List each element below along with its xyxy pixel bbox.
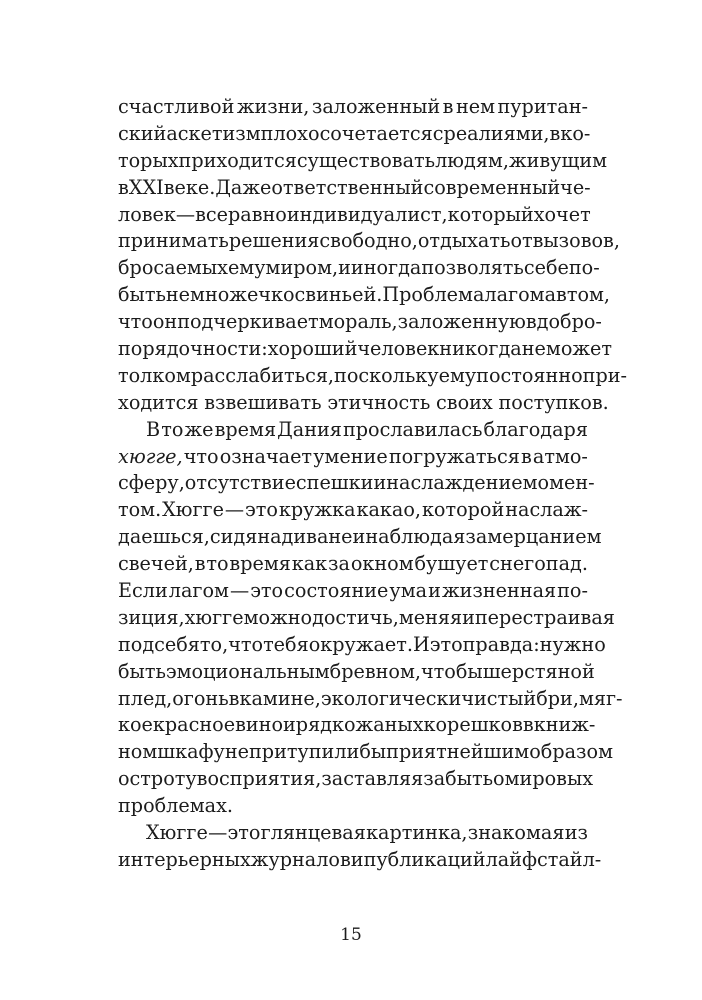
paragraph [118, 820, 602, 874]
text-line: даешься, сидя на диване и наблюдая за мерцанием [118, 525, 602, 549]
text-line: Хюгге — это глянцевая картинка, знакомая из [146, 821, 588, 845]
page-number: 15 [340, 925, 362, 945]
text-line: в XXI веке. Даже ответственный современный че- [118, 175, 591, 199]
text-line: ном шкафу не притупили бы приятнейшим образом [118, 740, 614, 764]
text-line: Если лагом — это состояние ума и жизненная по- [118, 579, 588, 603]
text-line: сферу, отсутствие спешки и наслаждение момен- [118, 471, 595, 495]
text-line: ловек — все равно индивидуалист, который хочет [118, 202, 591, 226]
paragraph [118, 417, 623, 820]
text-line: ский аскетизм плохо сочетается с реалиями, в ко- [118, 121, 591, 145]
text-line: быть немножечко свиньей. Проблема лагома в том, [118, 283, 611, 307]
text-line: ходится взвешивать этичность своих поступков. [118, 390, 609, 414]
text-line: свечей, в то время как за окном бушует снегопад. [118, 552, 588, 576]
text-line: бросаемых ему миром, и иногда позволять себе по- [118, 256, 600, 280]
text-line: счастливой жизни, заложенный в нем пуритан- [118, 95, 588, 118]
text-line: В то же время Дания прославилась благодаря [146, 417, 588, 441]
text-line: что он подчеркивает мораль, заложенную в добро- [118, 310, 602, 334]
paragraph [118, 94, 628, 417]
text-line: порядочности: хороший человек никогда не может [118, 337, 612, 361]
text-line: том. Хюгге — это кружка какао, которой наслаж- [118, 498, 588, 522]
text-line: остроту восприятия, заставляя забыть о мировых [118, 767, 594, 791]
text-line: кое красное вино и ряд кожаных корешков в книж- [118, 713, 596, 737]
text-line: интерьерных журналов и публикаций лайфстайл- [118, 847, 602, 871]
text-line: толком расслабиться, поскольку ему постоянно при- [118, 363, 628, 387]
text-line: проблемах. [118, 794, 234, 818]
text-line: принимать решения свободно, отдыхать от вызовов, [118, 229, 620, 253]
text-line: торых приходится существовать людям, живущим [118, 148, 608, 172]
text-line: зиция, хюгге можно достичь, меняя и перестраивая [118, 605, 615, 629]
text-line: плед, огонь в камине, экологически чистый бри, мяг- [118, 686, 623, 710]
text-line: хюгге, что означает умение погружаться в атмо- [118, 444, 588, 468]
body-text [118, 94, 628, 874]
text-line: быть эмоциональным бревном, чтобы шерстяной [118, 659, 595, 683]
text-line: под себя то, что тебя окружает. И это правда: нужно [118, 632, 606, 656]
